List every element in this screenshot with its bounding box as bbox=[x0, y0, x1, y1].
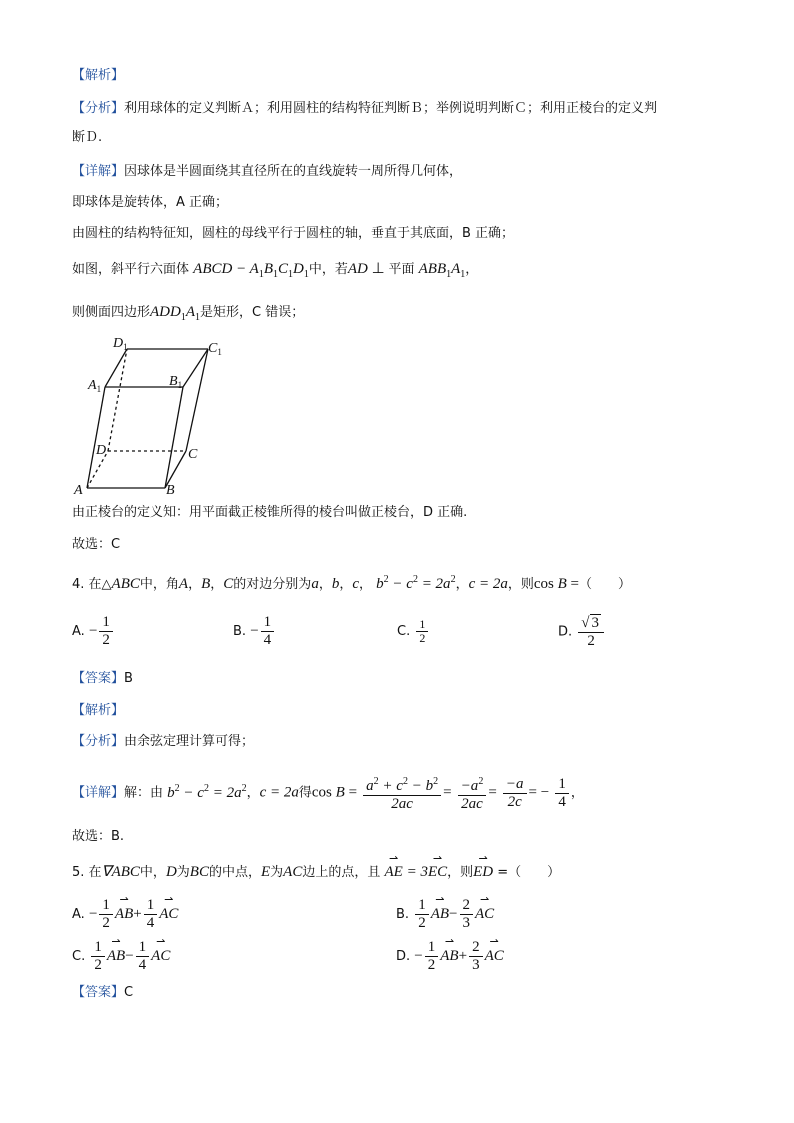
guxuan-q3 bbox=[72, 535, 120, 555]
line6-text: 由正棱台的定义知：用平面截正棱锥所得的棱台叫做正棱台，D 正确. bbox=[72, 505, 468, 520]
q4-xiangjie: 【详解】解：由 $b^2 - c^2 = 2a^2$，c = 2a得cos B = $\frac{a^2 + c^2 - b^2}{2ac}$ = $\frac{-a^2}{2ac}$ = $\frac{-a}{2c}$ = − $\frac{1}{4}$ ， bbox=[72, 773, 584, 813]
edge-AA1 bbox=[87, 387, 105, 488]
label-D: D bbox=[96, 443, 107, 458]
xiangjie-tag: 【详解】 bbox=[72, 785, 125, 801]
q5-option-a: A. − $\frac{1}{2}$ ⇀ AB+ $\frac{1}{4}$ ⇀ AC bbox=[72, 897, 178, 932]
xiangjie-line3-q3 bbox=[72, 224, 514, 244]
frac-step3: $\frac{-a}{2c}$ bbox=[503, 776, 527, 811]
xiangjie-line4-q3: 如图，斜平行六面体 ABCD − $A_1B_1C_1D_1$中，若AD ⊥ 平面 $ABB_1A_1$， bbox=[72, 261, 479, 280]
q4-fenxi bbox=[72, 732, 254, 752]
guxuan-text: 故选：C bbox=[72, 537, 121, 552]
q4-condition-2: c = 2a bbox=[468, 576, 508, 592]
answer-tag: 【答案】 bbox=[72, 671, 125, 686]
line4-mid: 中，若 bbox=[308, 262, 348, 277]
xiangjie-pre: 解：由 bbox=[124, 785, 164, 801]
q5-option-d: D. − $\frac{1}{2}$ ⇀ AB+ $\frac{2}{3}$ ⇀ AC bbox=[396, 939, 504, 974]
fenxi-text2: 断Ｄ. bbox=[72, 130, 103, 145]
q5-target: ⇀ ED bbox=[473, 864, 493, 880]
q4-option-c: C. $\frac{1}{2}$ bbox=[397, 618, 430, 645]
guxuan-text: 故选：B. bbox=[72, 829, 125, 844]
formula-ad: AD bbox=[347, 261, 368, 277]
q4-answer bbox=[72, 669, 133, 689]
q5-option-c: C. $\frac{1}{2}$ ⇀ AB− $\frac{1}{4}$ ⇀ AC bbox=[72, 939, 170, 974]
label-C: C bbox=[188, 447, 198, 462]
q4-stem: 4. 在△ABC中，角A，B，C的对边分别为a，b，c， $b^2 - c^2 = 2a^2$，c = 2a，则cos B =（ ） bbox=[72, 574, 632, 592]
q4-guxuan bbox=[72, 827, 124, 847]
line4-pre: 如图，斜平行六面体 bbox=[72, 262, 190, 277]
fenxi-tag: 【分析】 bbox=[72, 101, 125, 116]
q4-option-d: D. $\frac{√ 3}{2}$ bbox=[558, 614, 606, 650]
xiangjie-line2-q3 bbox=[72, 193, 228, 213]
q5-condition: ⇀ AE = 3⇀ EC bbox=[385, 864, 448, 880]
q5-stem: 5. 在∇ABC中，D为BC的中点，E为AC边上的点，且 ⇀ AE = 3⇀ EC，则⇀ ED =（ ） bbox=[72, 862, 560, 883]
frac-step2: $\frac{-a^2}{2ac}$ bbox=[458, 773, 487, 813]
label-C1: $C_1$ bbox=[208, 341, 222, 357]
q5-answer bbox=[72, 983, 133, 1003]
q4-stem-pre: 4. 在△ bbox=[72, 577, 112, 592]
xiangjie-line1-q3 bbox=[72, 162, 462, 182]
frac-cosine-law: $\frac{a^2 + c^2 - b^2}{2ac}$ bbox=[363, 773, 441, 813]
line4-mid2: 平面 bbox=[388, 262, 415, 277]
answer-tag: 【答案】 bbox=[72, 985, 125, 1000]
answer-value: C bbox=[124, 985, 134, 1000]
edge-CC1 bbox=[186, 349, 208, 451]
q4-triangle: ABC bbox=[111, 576, 140, 592]
frac-result: $\frac{1}{4}$ bbox=[555, 776, 569, 811]
parallelepiped-figure bbox=[70, 334, 240, 499]
formula-abcd: ABCD − $A_1B_1C_1D_1$ bbox=[193, 261, 309, 280]
fenxi-tag: 【分析】 bbox=[72, 734, 125, 749]
q4-cosb: cos B = bbox=[533, 576, 580, 592]
fenxi-text: 利用球体的定义判断Ａ；利用圆柱的结构特征判断Ｂ；举例说明判断Ｃ；利用正棱台的定义判 bbox=[124, 101, 658, 116]
q4-option-b: B. − $\frac{1}{4}$ bbox=[233, 614, 276, 649]
q4-stem-mid2: 的对边分别为 bbox=[233, 577, 312, 592]
label-A: A bbox=[74, 483, 83, 498]
q4-jiexi bbox=[72, 701, 124, 721]
label-A1: $A_1$ bbox=[88, 378, 102, 394]
jiexi-tag: 【解析】 bbox=[72, 68, 125, 83]
line5-pre: 则侧面四边形 bbox=[72, 305, 151, 320]
xiangjie-text1: 因球体是半圆面绕其直径所在的直线旋转一周所得几何体， bbox=[124, 164, 463, 179]
xiangjie-line5-q3 bbox=[72, 302, 304, 328]
xiangjie-tag: 【详解】 bbox=[72, 164, 125, 179]
q4-paren: （ ） bbox=[579, 577, 632, 592]
xiangjie-text2: 即球体是旋转体，A 正确； bbox=[72, 195, 229, 210]
answer-value: B bbox=[124, 671, 133, 686]
fenxi-line-q3 bbox=[72, 99, 657, 119]
q4-stem-mid: 中，角 bbox=[139, 577, 179, 592]
q5-stem-pre: 5. 在 bbox=[72, 865, 102, 880]
q5-option-b: B. $\frac{1}{2}$ ⇀ AB− $\frac{2}{3}$ ⇀ AC bbox=[396, 897, 494, 932]
label-B: B bbox=[166, 483, 175, 498]
fenxi-text: 由余弦定理计算可得； bbox=[124, 734, 255, 749]
q4-option-a: A. − $\frac{1}{2}$ bbox=[72, 614, 115, 649]
formula-add1a1: $ADD_1A_1$ bbox=[150, 304, 201, 323]
label-B1: $B_1$ bbox=[169, 374, 183, 390]
xiangjie-mid: 得 bbox=[298, 785, 312, 801]
q4-stem-end: ，则 bbox=[507, 577, 534, 592]
label-D1: $D_1$ bbox=[113, 336, 128, 352]
q5-triangle: ∇ABC bbox=[101, 864, 140, 880]
xiangjie-text3: 由圆柱的结构特征知，圆柱的母线平行于圆柱的轴，垂直于其底面，B 正确； bbox=[72, 226, 515, 241]
q4-condition-1: $b^2 - c^2 = 2a^2$ bbox=[376, 574, 456, 592]
fenxi-line2-q3 bbox=[72, 128, 102, 148]
xiangjie-line6-q3 bbox=[72, 503, 467, 523]
formula-abb1a1: $ABB_1A_1$ bbox=[418, 261, 466, 280]
jiexi-tag: 【解析】 bbox=[72, 703, 125, 718]
jiexi-heading-q3 bbox=[72, 66, 124, 86]
line5-post: 是矩形，C 错误； bbox=[200, 305, 305, 320]
